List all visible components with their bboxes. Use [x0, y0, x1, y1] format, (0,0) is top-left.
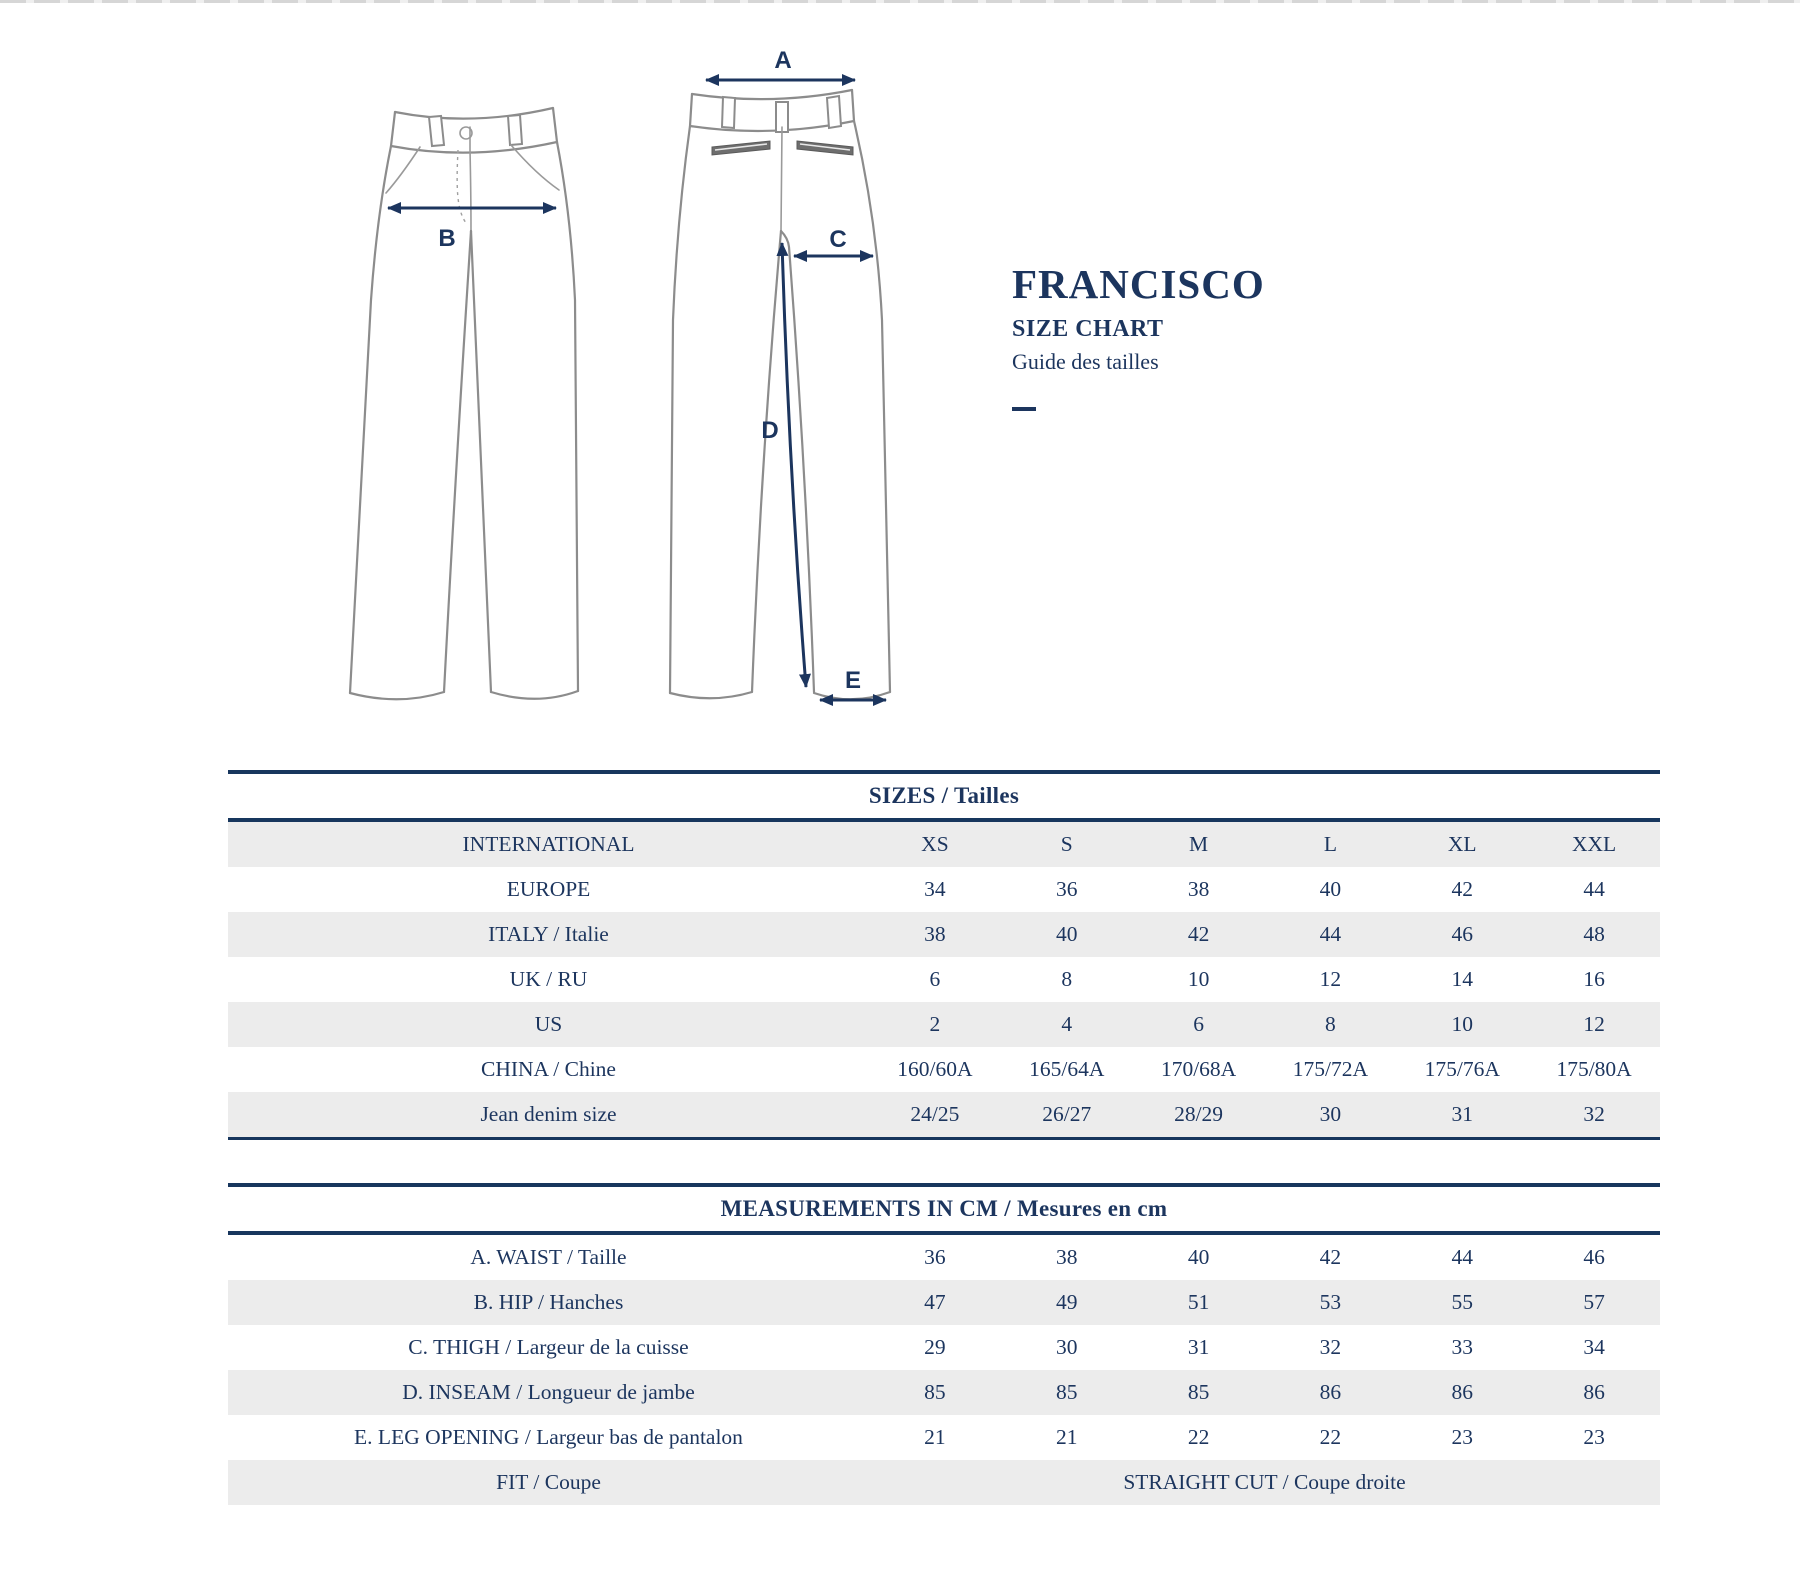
size-value: 10 [1451, 1012, 1473, 1036]
size-value: 42 [1451, 877, 1473, 901]
fit-value: STRAIGHT CUT / Coupe droite [1123, 1470, 1406, 1494]
row-label: INTERNATIONAL [462, 832, 635, 856]
row-label: B. HIP / Hanches [473, 1290, 624, 1314]
measure-label-e: E [844, 667, 862, 694]
measure-value: 49 [1055, 1290, 1078, 1314]
size-value: 38 [1187, 877, 1210, 901]
measure-value: 23 [1451, 1425, 1473, 1449]
measure-value: 32 [1319, 1335, 1342, 1359]
size-value: 12 [1583, 1012, 1605, 1036]
size-value: 44 [1583, 877, 1605, 901]
size-value: 44 [1319, 922, 1342, 946]
size-value: 36 [1055, 877, 1078, 901]
size-value: XS [921, 832, 949, 856]
measure-value: 22 [1187, 1425, 1210, 1449]
row-label: ITALY / Italie [488, 922, 609, 946]
title-block [1012, 262, 1265, 411]
table-row [228, 1092, 1660, 1137]
pants-back-view [670, 47, 890, 700]
measure-value: 22 [1319, 1425, 1342, 1449]
size-value: 38 [924, 922, 946, 946]
measure-value: 42 [1319, 1245, 1342, 1269]
size-value: 175/72A [1292, 1057, 1369, 1081]
measure-label-a: A [774, 47, 792, 74]
size-value: 175/76A [1424, 1057, 1500, 1081]
measure-value: 86 [1451, 1380, 1473, 1404]
table-row [228, 1280, 1660, 1325]
measure-value: 46 [1583, 1245, 1605, 1269]
size-value: 32 [1583, 1102, 1605, 1126]
size-value: 160/60A [897, 1057, 973, 1081]
measure-value: 21 [924, 1425, 946, 1449]
table-row [228, 1325, 1660, 1370]
row-label: Jean denim size [480, 1102, 617, 1126]
measure-value: 34 [1583, 1335, 1605, 1359]
size-value: XXL [1571, 832, 1617, 856]
measure-value: 33 [1451, 1335, 1473, 1359]
measure-value: 53 [1319, 1290, 1342, 1314]
measure-label-b: B [438, 225, 456, 252]
measure-value: 31 [1187, 1335, 1210, 1359]
size-value: 170/68A [1160, 1057, 1237, 1081]
size-value: 40 [1055, 922, 1078, 946]
sizes-table-header: SIZES / Tailles [228, 770, 1660, 822]
row-label: FIT / Coupe [496, 1470, 601, 1494]
size-value: 48 [1583, 922, 1605, 946]
measure-value: 51 [1187, 1290, 1210, 1314]
size-value: 165/64A [1029, 1057, 1105, 1081]
size-value: XL [1447, 832, 1477, 856]
table-row [228, 1047, 1660, 1092]
table-row [228, 912, 1660, 957]
measurements-table [228, 1183, 1660, 1505]
size-value: 8 [1325, 1012, 1336, 1036]
measure-value: 21 [1055, 1425, 1078, 1449]
size-chart-label-fr: Guide des tailles [1012, 349, 1159, 375]
measure-value: 40 [1187, 1245, 1210, 1269]
size-value: 14 [1451, 967, 1473, 991]
row-label: US [534, 1012, 563, 1036]
measure-value: 85 [1187, 1380, 1210, 1404]
table-row [228, 867, 1660, 912]
row-label: EUROPE [506, 877, 591, 901]
measure-value: 30 [1055, 1335, 1078, 1359]
size-value: 16 [1583, 967, 1605, 991]
size-value: 24/25 [910, 1102, 960, 1126]
measure-label-c: C [829, 226, 847, 253]
measure-value: 47 [924, 1290, 946, 1314]
size-value: 42 [1187, 922, 1210, 946]
size-value: M [1189, 832, 1209, 856]
measurements-table-header: MEASUREMENTS IN CM / Mesures en cm [228, 1183, 1660, 1235]
row-label: A. WAIST / Taille [470, 1245, 627, 1269]
size-value: 6 [929, 967, 941, 991]
measure-value: 86 [1583, 1380, 1605, 1404]
size-value: 10 [1187, 967, 1210, 991]
pants-front-view [350, 108, 578, 699]
row-label: UK / RU [509, 967, 588, 991]
measure-value: 85 [1055, 1380, 1078, 1404]
scan-top-edge [0, 0, 1800, 3]
size-value: 28/29 [1174, 1102, 1224, 1126]
title-dash [1012, 407, 1036, 411]
size-chart-label: SIZE CHART [1012, 316, 1164, 343]
table-row [228, 1002, 1660, 1047]
fit-row [228, 1460, 1660, 1505]
measure-value: 57 [1583, 1290, 1605, 1314]
size-value: 40 [1319, 877, 1342, 901]
size-value: 31 [1451, 1102, 1473, 1126]
size-value: 8 [1061, 967, 1073, 991]
measure-label-d: D [761, 417, 779, 444]
measure-value: 85 [924, 1380, 946, 1404]
measure-value: 38 [1055, 1245, 1078, 1269]
measure-value: 23 [1583, 1425, 1605, 1449]
measure-value: 55 [1451, 1290, 1473, 1314]
size-value: 34 [924, 877, 946, 901]
table-row [228, 1370, 1660, 1415]
measure-value: 29 [924, 1335, 946, 1359]
row-label: E. LEG OPENING / Largeur bas de pantalon [354, 1425, 743, 1449]
row-label: D. INSEAM / Longueur de jambe [402, 1380, 695, 1404]
table-row [228, 822, 1660, 867]
size-value: 12 [1319, 967, 1342, 991]
table-row [228, 957, 1660, 1002]
measure-value: 44 [1451, 1245, 1473, 1269]
size-value: 4 [1061, 1012, 1073, 1036]
size-value: 46 [1451, 922, 1473, 946]
measure-value: 86 [1319, 1380, 1342, 1404]
row-label: C. THIGH / Largeur de la cuisse [408, 1335, 689, 1359]
measure-value: 36 [924, 1245, 946, 1269]
size-value: 6 [1193, 1012, 1204, 1036]
size-value: 2 [929, 1012, 941, 1036]
size-value: S [1060, 832, 1073, 856]
table-row [228, 1415, 1660, 1460]
size-value: L [1323, 832, 1337, 856]
size-value: 26/27 [1042, 1102, 1092, 1126]
sizes-table [228, 770, 1660, 1140]
table-row [228, 1235, 1660, 1280]
row-label: CHINA / Chine [481, 1057, 616, 1081]
size-value: 175/80A [1556, 1057, 1632, 1081]
size-value: 30 [1319, 1102, 1342, 1126]
product-name: FRANCISCO [1012, 261, 1265, 307]
pants-diagram [300, 40, 920, 730]
